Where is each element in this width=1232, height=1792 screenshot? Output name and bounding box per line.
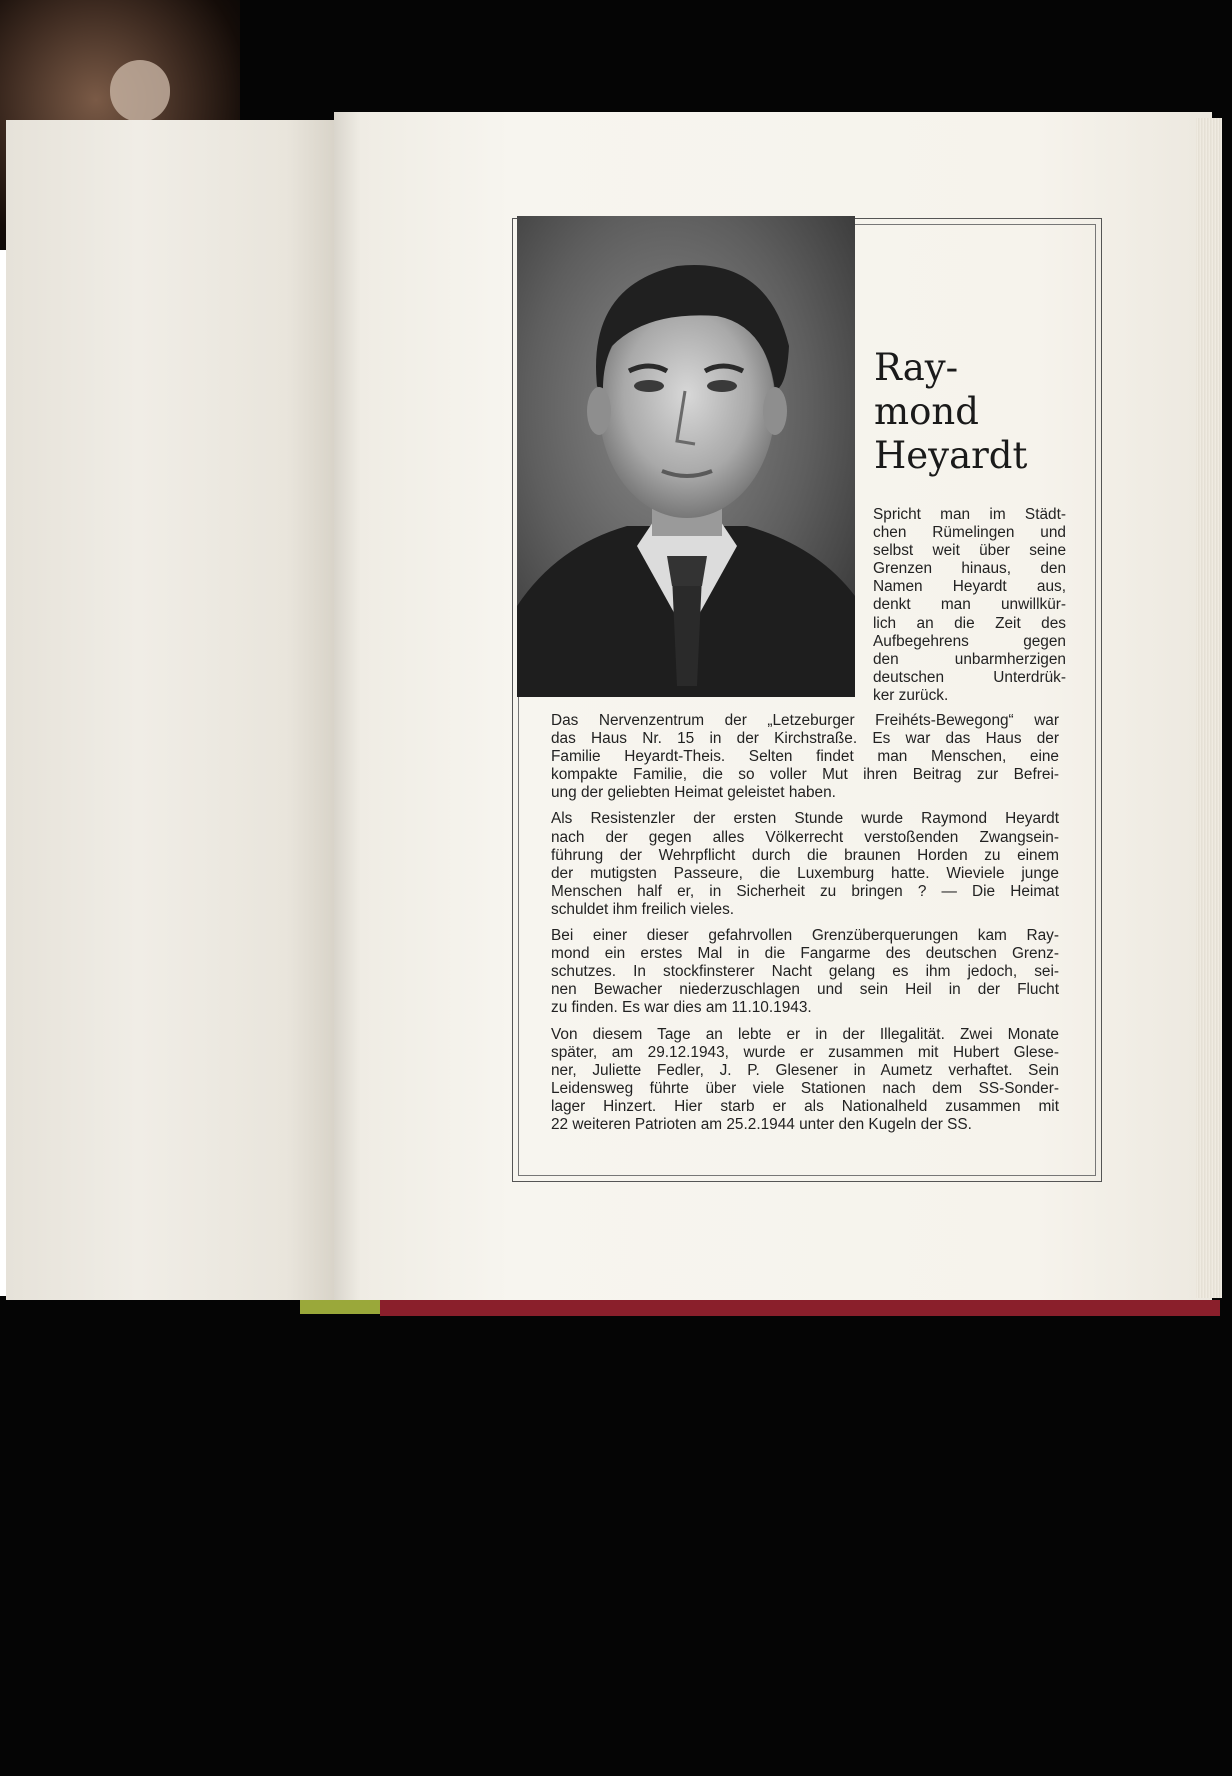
text-line: zu finden. Es war dies am 11.10.1943. [551, 999, 812, 1017]
intro-line: chen Rümelingen und [873, 524, 1066, 542]
text-line: nach der gegen alles Völkerrecht verstoßenden Zwangsein- [551, 828, 1059, 846]
book-cover-edge-green [300, 1300, 380, 1314]
left-page [6, 120, 336, 1300]
text-line: ner, Juliette Fedler, J. P. Glesener in Aumetz verhaftet. Sein [551, 1061, 1059, 1079]
text-line: lager Hinzert. Hier starb er als Nationalheld zusammen mit [551, 1097, 1059, 1115]
book-cover-edge-red [380, 1300, 1220, 1316]
text-line: ung der geliebten Heimat geleistet haben. [551, 784, 836, 802]
text-line: mond ein erstes Mal in die Fangarme des deutschen Grenz- [551, 945, 1059, 963]
text-line: später, am 29.12.1943, wurde er zusammen mit Hubert Glese- [551, 1043, 1059, 1061]
intro-line: Spricht man im Städt- [873, 506, 1066, 523]
name-line: mond [874, 390, 979, 433]
paragraph-1 [551, 712, 1059, 802]
thumbnail-nail [110, 60, 170, 122]
intro-line: deutschen Unterdrük- [873, 668, 1066, 686]
text-line: kompakte Familie, die so voller Mut ihren Beitrag zur Befrei- [551, 766, 1059, 784]
portrait-photo [517, 216, 855, 697]
name-line: Ray- [874, 346, 959, 389]
person-name-heading [874, 346, 1094, 478]
text-line: Das Nervenzentrum der „Letzeburger Freihéts-Bewegong“ war [551, 712, 1059, 729]
text-line: Von diesem Tage an lebte er in der Illegalität. Zwei Monate [551, 1025, 1059, 1043]
text-line: Als Resistenzler der ersten Stunde wurde Raymond Heyardt [551, 810, 1059, 828]
text-line: das Haus Nr. 15 in der Kirchstraße. Es war das Haus der [551, 730, 1059, 748]
text-line: führung der Wehrpflicht durch die braunen Horden zu einem [551, 846, 1059, 864]
text-line: 22 weiteren Patrioten am 25.2.1944 unter den Kugeln der SS. [551, 1115, 972, 1133]
name-line: Heyardt [874, 434, 1028, 477]
article-body [551, 712, 1059, 1142]
dark-background-bottom [0, 1296, 1232, 1776]
text-line: schuldet ihm freilich vieles. [551, 900, 735, 918]
text-line: der mutigsten Passeure, die Luxemburg hatte. Wieviele junge [551, 864, 1059, 882]
intro-line: Aufbegehrens gegen [873, 632, 1066, 650]
intro-line: ker zurück. [873, 686, 949, 704]
text-line: Familie Heyardt-Theis. Selten findet man Menschen, eine [551, 748, 1059, 766]
text-line: schutzes. In stockfinsterer Nacht gelang es ihm jedoch, sei- [551, 963, 1059, 981]
intro-line: Grenzen hinaus, den [873, 560, 1066, 578]
page-edges [1196, 118, 1222, 1298]
text-line: Leidensweg führte über viele Stationen nach dem SS-Sonder- [551, 1079, 1059, 1097]
intro-line: den unbarmherzigen [873, 650, 1066, 668]
paragraph-3 [551, 927, 1059, 1017]
intro-line: denkt man unwillkür- [873, 596, 1066, 614]
intro-line: lich an die Zeit des [873, 614, 1066, 632]
text-line: Bei einer dieser gefahrvollen Grenzüberquerungen kam Ray- [551, 927, 1059, 945]
paragraph-4 [551, 1026, 1059, 1135]
text-line: nen Bewacher niederzuschlagen und sein Heil in der Flucht [551, 981, 1059, 999]
intro-line: selbst weit über seine [873, 542, 1066, 560]
text-line: Menschen half er, in Sicherheit zu bringen ? — Die Heimat [551, 882, 1059, 900]
intro-text [873, 506, 1066, 705]
intro-line: Namen Heyardt aus, [873, 578, 1066, 596]
paragraph-2 [551, 810, 1059, 919]
portrait-illustration [517, 216, 855, 697]
